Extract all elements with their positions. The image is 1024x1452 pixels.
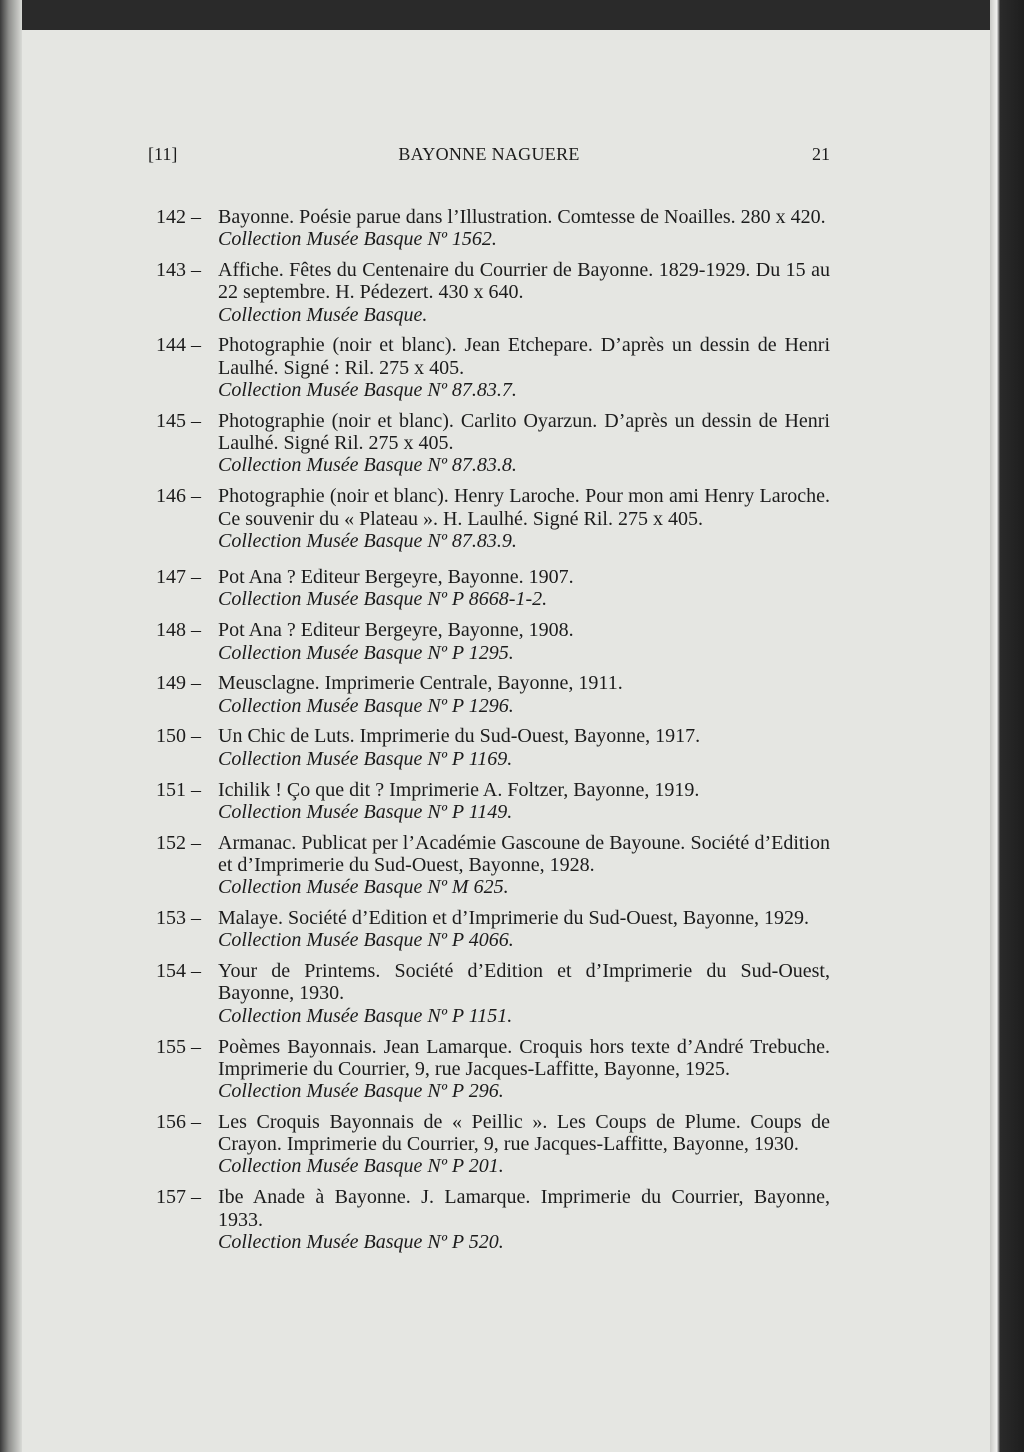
entry-number: 153 –	[156, 907, 201, 930]
entry-description: Meusclagne. Imprimerie Centrale, Bayonne, 1911.	[218, 672, 623, 695]
page-number: 21	[812, 144, 830, 164]
running-title: BAYONNE NAGUERE	[398, 144, 580, 164]
catalogue-entry	[156, 960, 830, 1027]
catalogue-entry	[156, 672, 830, 717]
entry-number: 143 –	[156, 259, 201, 282]
entry-body	[218, 1111, 830, 1178]
entry-description: Affiche. Fêtes du Centenaire du Courrier de Bayonne. 1829-1929. Du 15 au 22 septembre. H. Pédezert. 430 x 640.	[218, 259, 830, 304]
entry-collection: Collection Musée Basque Nº P 8668-1-2.	[218, 588, 548, 611]
entry-number: 144 –	[156, 334, 201, 357]
entry-description: Ichilik ! Ço que dit ? Imprimerie A. Foltzer, Bayonne, 1919.	[218, 778, 700, 801]
entry-body	[218, 1036, 830, 1103]
entry-number: 145 –	[156, 409, 201, 432]
entry-collection: Collection Musée Basque Nº 87.83.8.	[218, 454, 517, 477]
entry-body	[218, 779, 830, 824]
entry-body	[218, 259, 830, 326]
entry-collection: Collection Musée Basque.	[218, 303, 428, 326]
catalogue-entry	[156, 832, 830, 899]
entry-description: Ibe Anade à Bayonne. J. Lamarque. Imprimerie du Courrier, Bayonne, 1933.	[218, 1186, 830, 1231]
catalogue-entry	[156, 619, 830, 664]
entry-number: 154 –	[156, 960, 201, 983]
catalogue-entry	[156, 779, 830, 824]
entry-body	[218, 832, 830, 899]
entry-body	[218, 566, 830, 611]
entry-description: Your de Printems. Société d’Edition et d’Imprimerie du Sud-Ouest, Bayonne, 1930.	[218, 960, 830, 1005]
entry-number: 147 –	[156, 566, 201, 589]
entry-body	[218, 1186, 830, 1253]
entry-number: 151 –	[156, 778, 201, 801]
entry-body	[218, 672, 830, 717]
entry-number: 157 –	[156, 1186, 201, 1209]
catalogue-entry	[156, 1111, 830, 1178]
binding-shadow	[0, 0, 22, 1452]
entry-collection: Collection Musée Basque Nº P 1295.	[218, 641, 514, 664]
catalogue-entry	[156, 907, 830, 952]
entry-collection: Collection Musée Basque Nº P 296.	[218, 1080, 504, 1103]
entry-number: 150 –	[156, 725, 201, 748]
entry-collection: Collection Musée Basque Nº P 4066.	[218, 929, 514, 952]
catalogue-entry	[156, 1036, 830, 1103]
entry-description: Photographie (noir et blanc). Jean Etchepare. D’après un dessin de Henri Laulhé. Signé : Ril. 275 x 405.	[218, 334, 830, 379]
section-number: [11]	[148, 144, 178, 164]
catalogue-entry	[156, 725, 830, 770]
entry-collection: Collection Musée Basque Nº P 1151.	[218, 1004, 513, 1027]
catalogue-entry	[156, 334, 830, 401]
catalogue-entry	[156, 206, 830, 251]
entry-number: 149 –	[156, 672, 201, 695]
entry-collection: Collection Musée Basque Nº P 520.	[218, 1230, 504, 1253]
entry-body	[218, 960, 830, 1027]
entry-body	[218, 485, 830, 552]
entry-number: 155 –	[156, 1035, 201, 1058]
catalogue-entry	[156, 410, 830, 477]
entry-body	[218, 907, 830, 952]
catalogue-entry	[156, 566, 830, 611]
entry-description: Pot Ana ? Editeur Bergeyre, Bayonne, 1908.	[218, 619, 574, 642]
entry-description: Pot Ana ? Editeur Bergeyre, Bayonne. 1907.	[218, 566, 574, 589]
entry-collection: Collection Musée Basque Nº P 201.	[218, 1155, 504, 1178]
entry-number: 152 –	[156, 831, 201, 854]
entry-description: Malaye. Société d’Edition et d’Imprimerie du Sud-Ouest, Bayonne, 1929.	[218, 907, 809, 930]
entry-body	[218, 619, 830, 664]
entry-description: Poèmes Bayonnais. Jean Lamarque. Croquis hors texte d’André Trebuche. Imprimerie du Courrier, 9, rue Jacques-Laffitte, Bayonne, 1925.	[218, 1035, 830, 1080]
catalogue-entry	[156, 259, 830, 326]
entry-body	[218, 334, 830, 401]
entry-number: 156 –	[156, 1110, 201, 1133]
entry-description: Photographie (noir et blanc). Henry Laroche. Pour mon ami Henry Laroche. Ce souvenir du « Plateau ». H. Laulhé. Signé Ril. 275 x 405.	[218, 485, 830, 530]
entry-number: 142 –	[156, 206, 201, 228]
page-edge	[990, 0, 1024, 1452]
entry-description: Un Chic de Luts. Imprimerie du Sud-Ouest, Bayonne, 1917.	[218, 725, 701, 748]
catalogue-entries	[156, 206, 830, 1262]
entry-description: Armanac. Publicat per l’Académie Gascoune de Bayoune. Société d’Edition et d’Imprimerie du Sud-Ouest, Bayonne, 1928.	[218, 831, 830, 876]
entry-description: Bayonne. Poésie parue dans l’Illustration. Comtesse de Noailles. 280 x 420.	[218, 206, 826, 228]
entry-collection: Collection Musée Basque Nº P 1296.	[218, 694, 514, 717]
entry-body	[218, 206, 830, 251]
catalogue-entry	[156, 1186, 830, 1253]
entry-collection: Collection Musée Basque Nº 87.83.9.	[218, 529, 517, 552]
entry-body	[218, 410, 830, 477]
entry-number: 146 –	[156, 485, 201, 508]
entry-collection: Collection Musée Basque Nº P 1169.	[218, 747, 513, 770]
entry-number: 148 –	[156, 619, 201, 642]
entry-collection: Collection Musée Basque Nº 1562.	[218, 228, 497, 251]
entry-collection: Collection Musée Basque Nº 87.83.7.	[218, 379, 517, 402]
entry-body	[218, 725, 830, 770]
entry-collection: Collection Musée Basque Nº M 625.	[218, 876, 509, 899]
entry-description: Les Croquis Bayonnais de « Peillic ». Les Coups de Plume. Coups de Crayon. Imprimerie du Courrier, 9, rue Jacques-Laffitte, Bayonne, 1930.	[218, 1110, 830, 1156]
entry-collection: Collection Musée Basque Nº P 1149.	[218, 800, 513, 823]
entry-description: Photographie (noir et blanc). Carlito Oyarzun. D’après un dessin de Henri Laulhé. Signé Ril. 275 x 405.	[218, 409, 830, 455]
catalogue-entry	[156, 485, 830, 552]
